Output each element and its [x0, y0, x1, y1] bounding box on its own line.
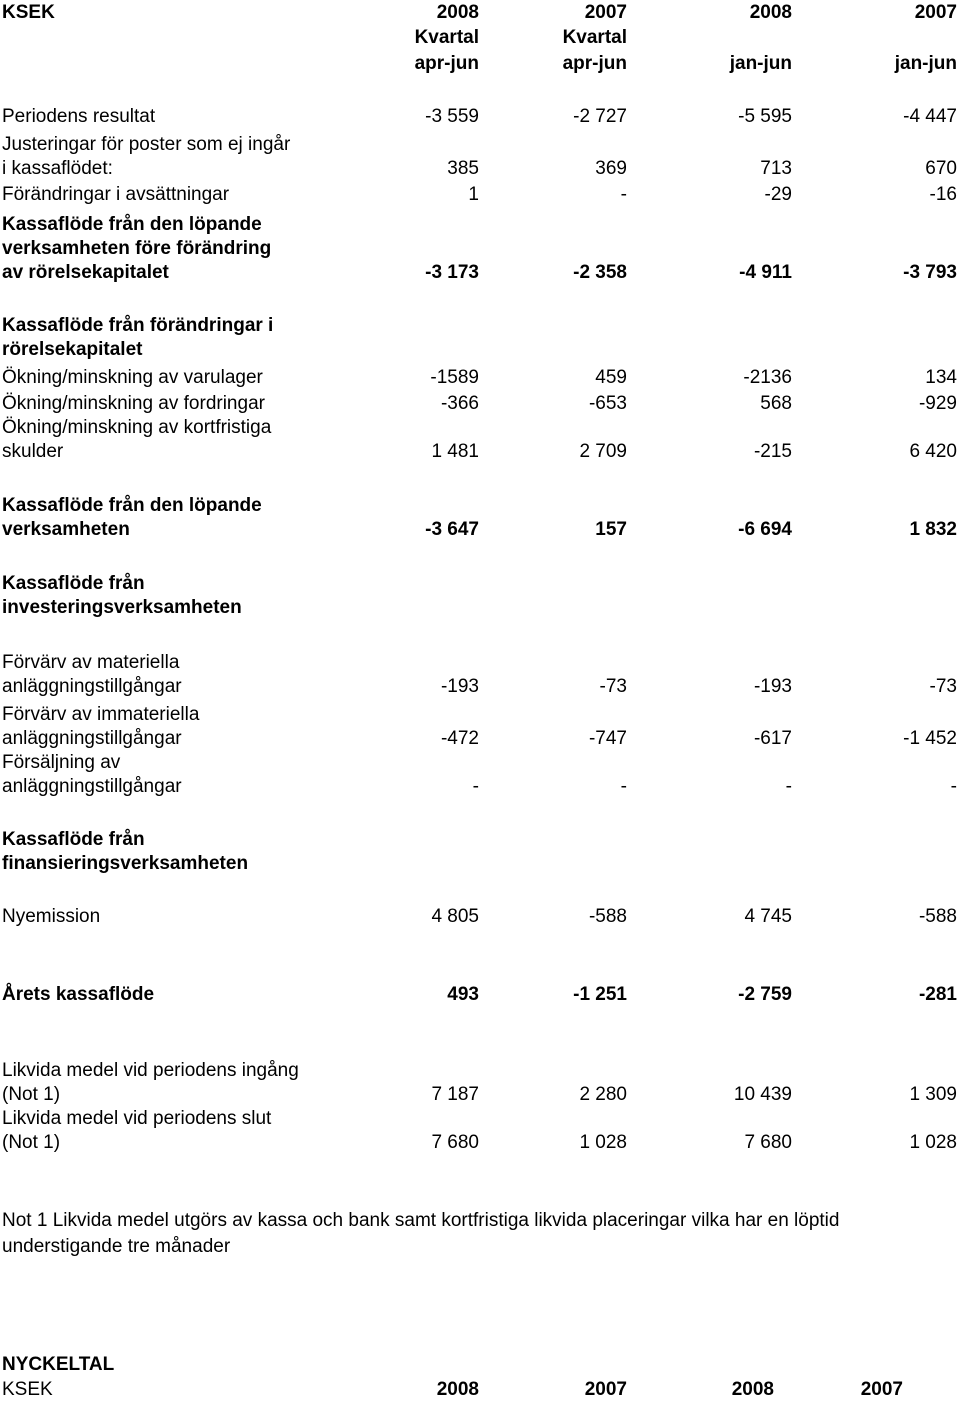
row-label: Likvida medel vid periodens slut	[2, 1108, 272, 1129]
cell-value: 1 028	[909, 1132, 957, 1153]
col3-period: jan-jun	[729, 53, 792, 74]
row-label: Nyemission	[2, 906, 101, 927]
row-label: i kassaflödet:	[2, 158, 113, 179]
nyckeltal-year: 2007	[860, 1379, 903, 1400]
row-label: finansieringsverksamheten	[2, 853, 249, 874]
cell-value: 7 680	[744, 1132, 792, 1153]
cell-value: -617	[753, 728, 792, 749]
row-label: Förvärv av immateriella	[2, 704, 200, 725]
row-label: Kassaflöde från	[2, 573, 145, 594]
cell-value: 157	[595, 519, 627, 540]
cell-value: -215	[753, 441, 792, 462]
cell-value: -	[472, 776, 479, 797]
col4-period: jan-jun	[894, 53, 957, 74]
cell-value: 134	[925, 367, 957, 388]
cell-value: 2 709	[579, 441, 627, 462]
cell-value: -472	[440, 728, 479, 749]
footnote-line: Not 1 Likvida medel utgörs av kassa och bank samt kortfristiga likvida placeringar vilka har en löptid	[2, 1210, 840, 1231]
cell-value: -3 559	[425, 106, 479, 127]
row-label: (Not 1)	[2, 1084, 61, 1105]
cell-value: -	[950, 776, 957, 797]
row-label: av rörelsekapitalet	[2, 262, 169, 283]
row-label: investeringsverksamheten	[2, 597, 242, 618]
cell-value: -366	[440, 393, 479, 414]
cell-value: -1 452	[903, 728, 957, 749]
col2-type: Kvartal	[562, 27, 627, 48]
cell-value: 670	[925, 158, 957, 179]
cell-value: -747	[588, 728, 627, 749]
row-label: Förändringar i avsättningar	[2, 184, 230, 205]
cell-value: -2 727	[573, 106, 627, 127]
row-label: Justeringar för poster som ej ingår	[2, 134, 291, 155]
cell-value: -4 911	[739, 262, 792, 283]
cell-value: -	[620, 184, 627, 205]
row-label: Kassaflöde från den löpande	[2, 214, 262, 235]
nyckeltal-year: 2008	[731, 1379, 774, 1400]
section-title: NYCKELTAL	[2, 1354, 115, 1375]
cell-value: 4 745	[744, 906, 792, 927]
col1-year: 2008	[436, 2, 479, 23]
cell-value: 4 805	[431, 906, 479, 927]
cell-value: 493	[447, 984, 479, 1005]
cell-value: -2 759	[738, 984, 792, 1005]
cell-value: -	[785, 776, 792, 797]
row-label: Ökning/minskning av fordringar	[2, 393, 265, 414]
row-label: Kassaflöde från den löpande	[2, 495, 262, 516]
cell-value: 7 187	[431, 1084, 479, 1105]
unit-label: KSEK	[2, 2, 55, 23]
cell-value: -588	[918, 906, 957, 927]
cell-value: -653	[588, 393, 627, 414]
row-label: Årets kassaflöde	[2, 984, 155, 1005]
cell-value: -16	[929, 184, 957, 205]
cell-value: -6 694	[738, 519, 792, 540]
cell-value: 7 680	[431, 1132, 479, 1153]
row-label: Förvärv av materiella	[2, 652, 180, 673]
cell-value: -29	[764, 184, 792, 205]
cell-value: 1 028	[579, 1132, 627, 1153]
cell-value: 568	[760, 393, 792, 414]
row-label: skulder	[2, 441, 64, 462]
cell-value: 713	[760, 158, 792, 179]
cell-value: -193	[440, 676, 479, 697]
cell-value: 1 481	[431, 441, 479, 462]
col1-period: apr-jun	[414, 53, 479, 74]
nyckeltal-year: 2007	[584, 1379, 627, 1400]
col3-year: 2008	[749, 2, 792, 23]
row-label: anläggningstillgångar	[2, 728, 182, 749]
row-label: Periodens resultat	[2, 106, 156, 127]
row-label: Kassaflöde från förändringar i	[2, 315, 274, 336]
cell-value: -2136	[743, 367, 792, 388]
cell-value: -193	[753, 676, 792, 697]
cell-value: -588	[588, 906, 627, 927]
unit-label: KSEK	[2, 1379, 53, 1400]
cell-value: 459	[595, 367, 627, 388]
row-label: Kassaflöde från	[2, 829, 145, 850]
cell-value: 369	[595, 158, 627, 179]
col2-period: apr-jun	[562, 53, 627, 74]
cell-value: 1 309	[909, 1084, 957, 1105]
col2-year: 2007	[584, 2, 627, 23]
row-label: verksamheten före förändring	[2, 238, 272, 259]
col1-type: Kvartal	[414, 27, 479, 48]
cell-value: -73	[599, 676, 627, 697]
cell-value: -5 595	[738, 106, 792, 127]
cell-value: 385	[447, 158, 479, 179]
row-label: rörelsekapitalet	[2, 339, 143, 360]
cell-value: 1 832	[909, 519, 957, 540]
cell-value: -4 447	[903, 106, 957, 127]
cell-value: -3 173	[425, 262, 479, 283]
cell-value: 2 280	[579, 1084, 627, 1105]
row-label: Ökning/minskning av varulager	[2, 367, 263, 388]
col4-year: 2007	[914, 2, 957, 23]
cell-value: -1 251	[573, 984, 627, 1005]
row-label: Ökning/minskning av kortfristiga	[2, 417, 272, 438]
cell-value: 10 439	[733, 1084, 792, 1105]
cell-value: -3 793	[903, 262, 957, 283]
cell-value: -281	[918, 984, 957, 1005]
cell-value: -	[620, 776, 627, 797]
row-label: verksamheten	[2, 519, 130, 540]
row-label: Försäljning av	[2, 752, 121, 773]
cell-value: 6 420	[909, 441, 957, 462]
cell-value: -3 647	[425, 519, 479, 540]
row-label: anläggningstillgångar	[2, 676, 182, 697]
row-label: Likvida medel vid periodens ingång	[2, 1060, 299, 1081]
cell-value: 1	[468, 184, 479, 205]
cell-value: -73	[929, 676, 957, 697]
row-label: anläggningstillgångar	[2, 776, 182, 797]
nyckeltal-year: 2008	[436, 1379, 479, 1400]
cell-value: -929	[918, 393, 957, 414]
cell-value: -1589	[430, 367, 479, 388]
row-label: (Not 1)	[2, 1132, 61, 1153]
footnote-line: understigande tre månader	[2, 1236, 231, 1257]
cell-value: -2 358	[573, 262, 627, 283]
